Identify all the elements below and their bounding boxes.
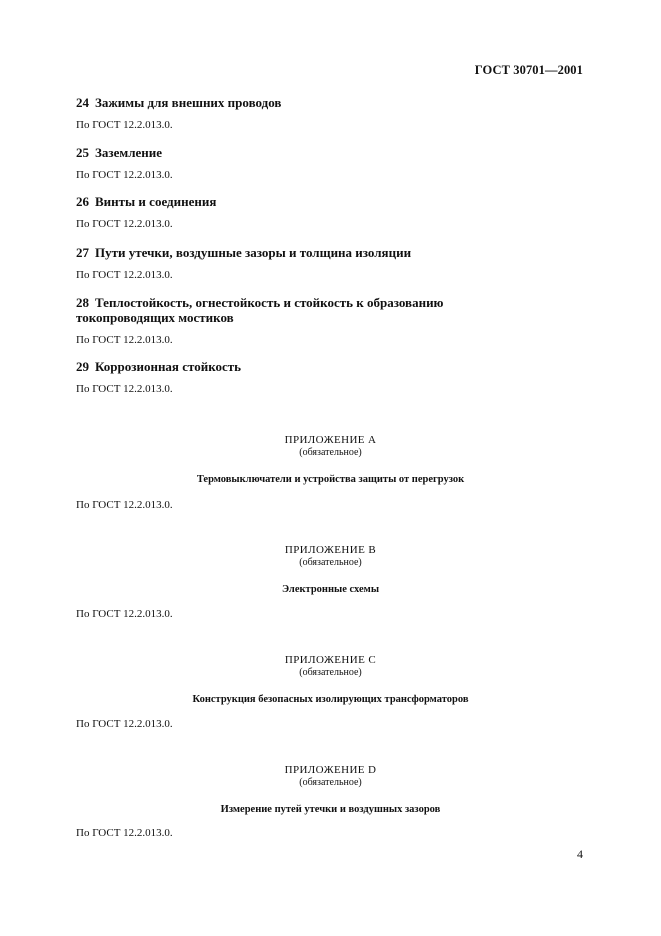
section-title: [76, 359, 586, 374]
section-body: По ГОСТ 12.2.013.0.: [76, 383, 173, 395]
section-body: По ГОСТ 12.2.013.0.: [76, 119, 173, 131]
section-title: [76, 194, 586, 209]
section-body: По ГОСТ 12.2.013.0.: [76, 218, 173, 230]
section-title-text: Зажимы для внешних проводов: [95, 95, 282, 110]
section-title-text: Коррозионная стойкость: [95, 359, 242, 374]
section-number: 27: [76, 245, 89, 260]
appendix-heading: ПРИЛОЖЕНИЕ С: [284, 654, 377, 666]
section-body: По ГОСТ 12.2.013.0.: [76, 169, 173, 181]
appendix-a-body: По ГОСТ 12.2.013.0.: [76, 499, 173, 511]
section-title-text: Винты и соединения: [95, 194, 217, 209]
section-number: 24: [76, 95, 89, 110]
section-title-text: Пути утечки, воздушные зазоры и толщина изоляции: [95, 245, 412, 260]
section-title: [76, 145, 586, 160]
section-title: [76, 95, 586, 110]
appendix-note: (обязательное): [299, 667, 362, 678]
document-code-header: ГОСТ 30701—2001: [474, 63, 583, 77]
appendix-c: [0, 654, 661, 706]
appendix-note: (обязательное): [299, 447, 362, 458]
section-25: [76, 145, 586, 182]
appendix-heading: ПРИЛОЖЕНИЕ D: [284, 764, 377, 776]
appendix-c-body: По ГОСТ 12.2.013.0.: [76, 718, 173, 730]
section-title-text: Заземление: [95, 145, 163, 160]
appendix-title: Термовыключатели и устройства защиты от перегрузок: [196, 474, 465, 485]
appendix-d: [0, 764, 661, 816]
appendix-note: (обязательное): [299, 777, 362, 788]
appendix-title: Электронные схемы: [281, 584, 380, 595]
appendix-title: Конструкция безопасных изолирующих трансформаторов: [192, 694, 469, 705]
section-title: [76, 295, 506, 325]
section-28: [76, 295, 506, 347]
appendix-b: [0, 544, 661, 596]
appendix-heading: ПРИЛОЖЕНИЕ В: [284, 544, 377, 556]
section-number: 29: [76, 359, 89, 374]
section-27: [76, 245, 586, 282]
appendix-b-body: По ГОСТ 12.2.013.0.: [76, 608, 173, 620]
section-body: По ГОСТ 12.2.013.0.: [76, 334, 173, 346]
section-24: [76, 95, 586, 132]
section-number: 26: [76, 194, 89, 209]
appendix-title: Измерение путей утечки и воздушных зазоров: [220, 804, 441, 815]
section-29: [76, 359, 586, 396]
section-title-text: Теплостойкость, огнестойкость и стойкость к образованию токопроводящих мостиков: [76, 295, 444, 325]
appendix-a: [0, 434, 661, 486]
section-body: По ГОСТ 12.2.013.0.: [76, 269, 173, 281]
section-number: 25: [76, 145, 89, 160]
section-title: [76, 245, 586, 260]
section-26: [76, 194, 586, 231]
appendix-heading: ПРИЛОЖЕНИЕ А: [284, 434, 377, 446]
page-number: 4: [577, 847, 583, 861]
section-number: 28: [76, 295, 89, 310]
appendix-note: (обязательное): [299, 557, 362, 568]
appendix-d-body: По ГОСТ 12.2.013.0.: [76, 827, 173, 839]
